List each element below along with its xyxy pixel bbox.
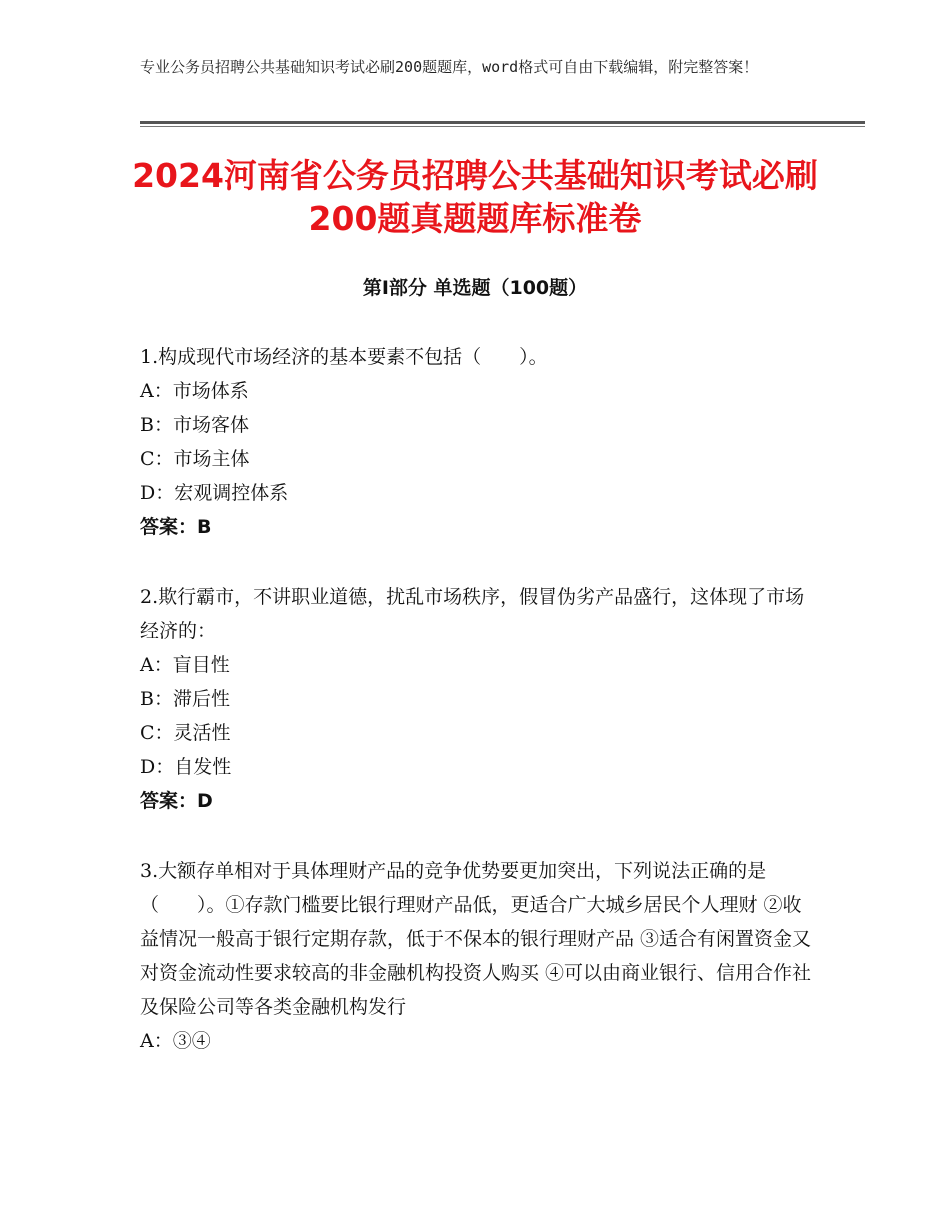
question-stem: 1.构成现代市场经济的基本要素不包括（ ）。 xyxy=(140,346,548,368)
question-1 xyxy=(140,340,820,544)
header-rule-thick xyxy=(140,121,865,124)
option-a: A：市场体系 xyxy=(140,380,249,402)
question-stem: 3.大额存单相对于具体理财产品的竞争优势要更加突出，下列说法正确的是（ ）。①存款门槛要比银行理财产品低，更适合广大城乡居民个人理财 ②收益情况一般高于银行定期存款，低于不保本的银行理财产品 ③适合有闲置资金又对资金流动性要求较高的非金融机构投资人购买 ④可以由商业银行、信用合作社及保险公司等各类金融机构发行 xyxy=(140,860,812,1018)
option-a: A：盲目性 xyxy=(140,654,230,676)
option-c: C：灵活性 xyxy=(140,722,231,744)
header-note: 专业公务员招聘公共基础知识考试必刷200题题库，word格式可自由下载编辑，附完整答案！ xyxy=(140,58,759,76)
option-b: B：市场客体 xyxy=(140,414,249,436)
answer: 答案：D xyxy=(140,790,213,812)
header-rule-thin xyxy=(140,126,865,127)
question-3 xyxy=(140,854,820,1058)
option-d: D：自发性 xyxy=(140,756,232,778)
question-gap xyxy=(140,544,820,580)
option-b: B：滞后性 xyxy=(140,688,230,710)
option-d: D：宏观调控体系 xyxy=(140,482,289,504)
question-stem: 2.欺行霸市，不讲职业道德，扰乱市场秩序，假冒伪劣产品盛行，这体现了市场经济的： xyxy=(140,586,805,642)
option-c: C：市场主体 xyxy=(140,448,250,470)
option-a: A：③④ xyxy=(140,1030,211,1052)
document-title: 2024河南省公务员招聘公共基础知识考试必刷200题真题题库标准卷 xyxy=(132,156,818,238)
question-gap xyxy=(140,818,820,854)
answer: 答案：B xyxy=(140,516,212,538)
question-2 xyxy=(140,580,820,818)
section-title: 第Ⅰ部分 单选题（100题） xyxy=(362,277,588,299)
question-list xyxy=(140,340,820,1058)
